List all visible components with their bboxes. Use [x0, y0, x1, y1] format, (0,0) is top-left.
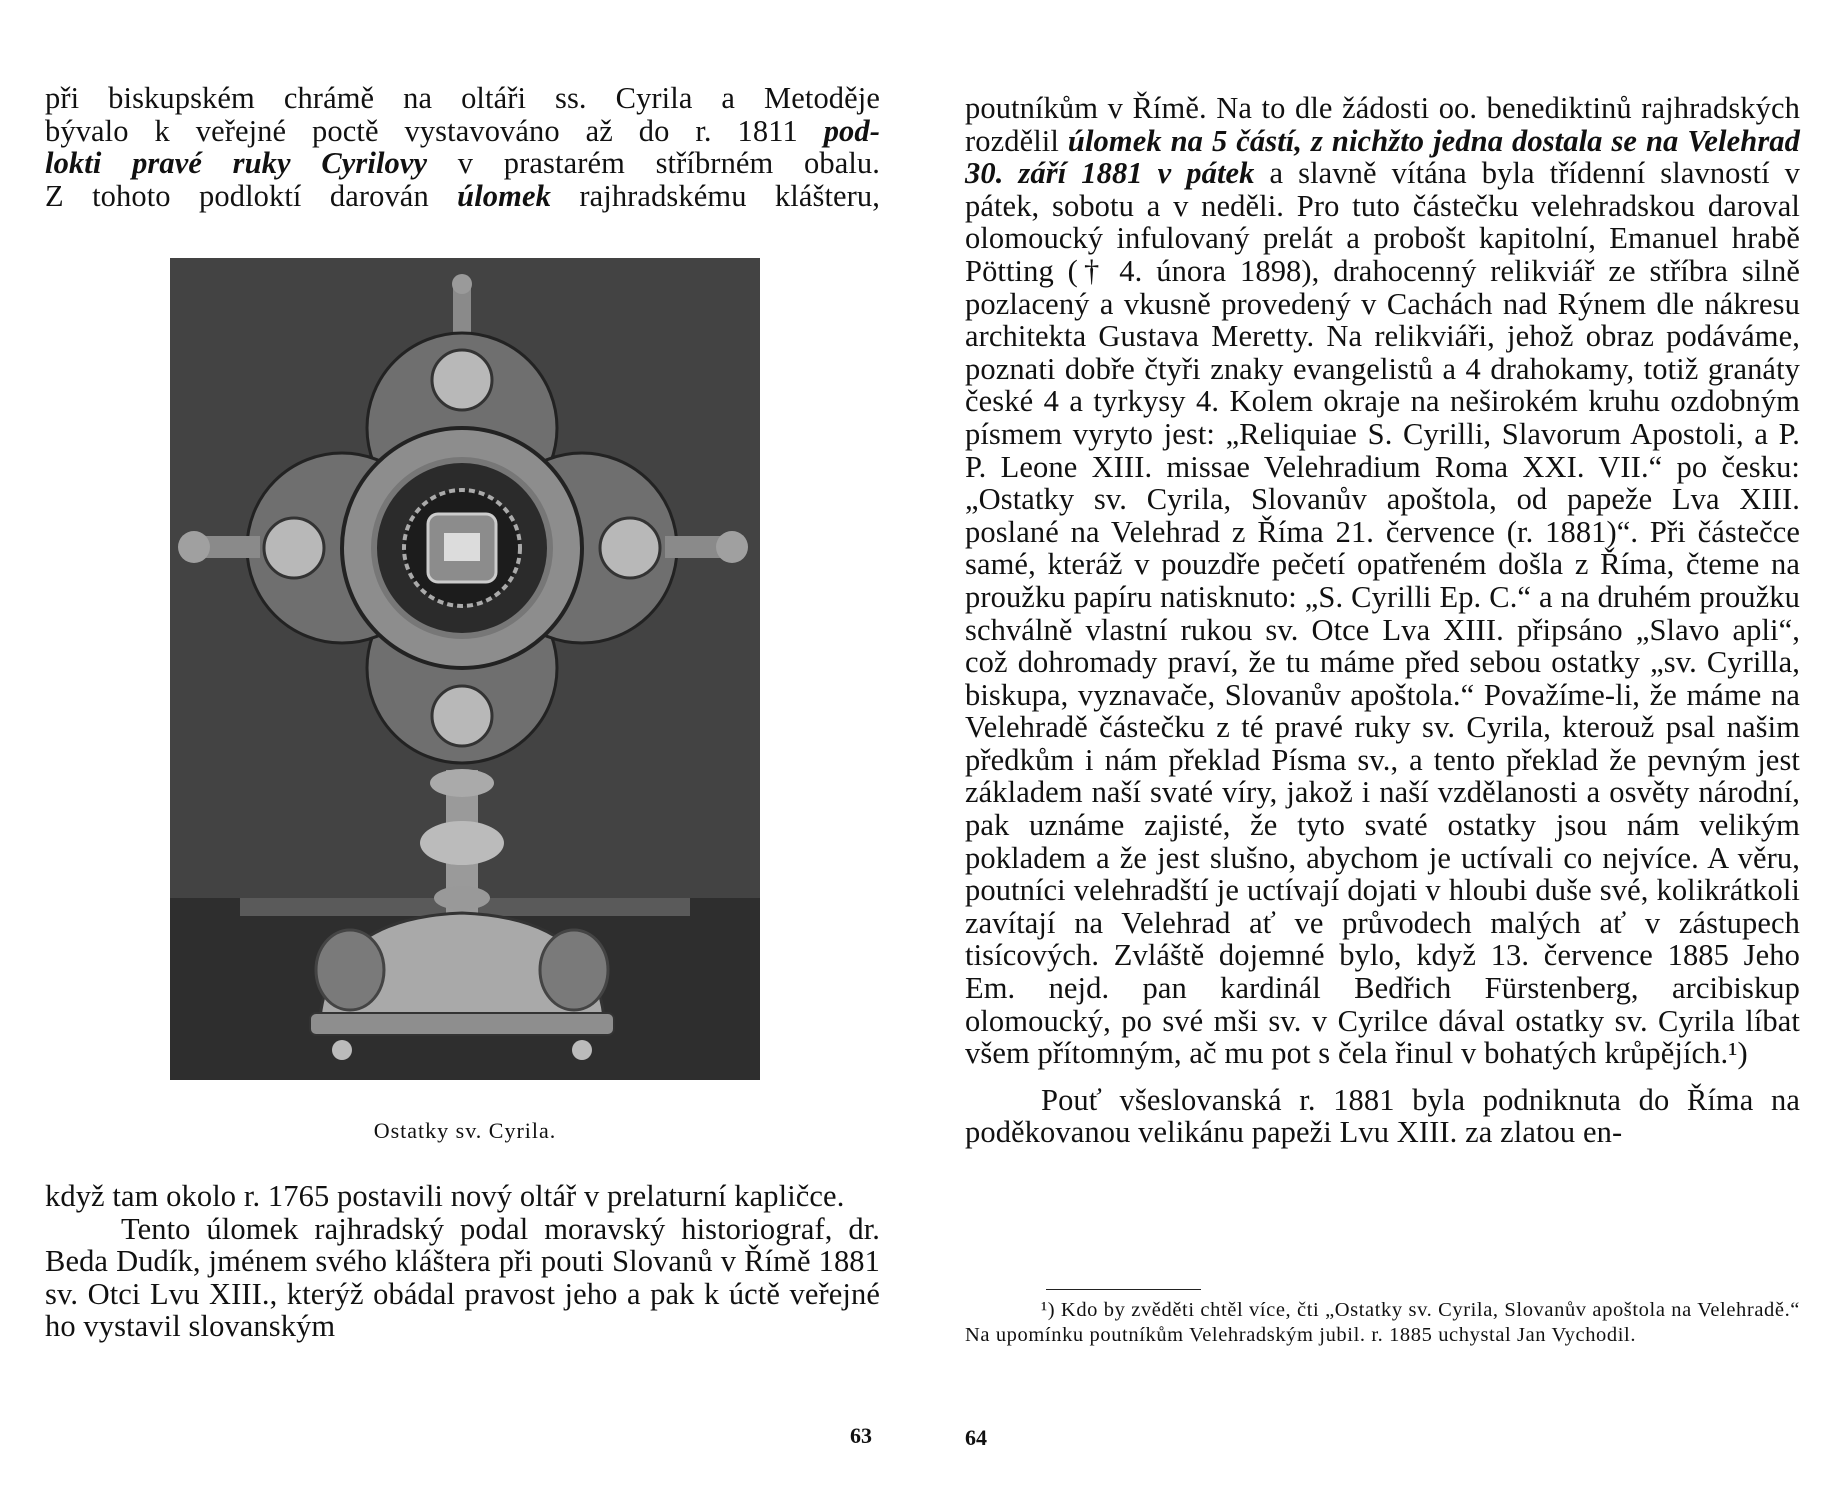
left-paragraph-2: Tento úlomek rajhradský podal moravský historiograf, dr. Beda Dudík, jménem svého kláštera při pouti Slovanů v Římě 1881 sv. Otci Lvu XIII., kterýž obádal pravost jeho a pak k úctě veřejné ho vystavil slovanským	[45, 1211, 880, 1344]
left-top-text: při biskupském chrámě na oltáři ss. Cyrila a Metoděje bývalo k veřejné poctě vystavováno až do r. 1811 pod- lokti pravé ruky Cyrilovy v prastarém stříbrném obalu. Z tohoto podloktí darován úlomek rajhradskému klášteru,	[45, 81, 881, 213]
right-main-text	[965, 92, 1800, 1149]
right-page	[919, 0, 1838, 1500]
footnote-divider	[1046, 1289, 1201, 1290]
left-bottom-text	[45, 1180, 880, 1343]
image-caption: Ostatky sv. Cyrila.	[373, 1118, 557, 1143]
right-paragraph-2: Pouť všeslovanská r. 1881 byla podniknuta do Říma na poděkovanou velikánu papeži Lvu XIII. za zlatou en-	[965, 1082, 1800, 1150]
page-number-right: 64	[965, 1425, 987, 1450]
footnote	[965, 1298, 1800, 1348]
footnote-text: ¹) Kdo by zvěděti chtěl více, čti „Ostatky sv. Cyrila, Slovanův apoštola na Velehradě.“ Na upomínku poutníkům Velehradským jubil. r. 1885 uchystal Jan Vychodil.	[965, 1299, 1800, 1346]
reliquary-photo	[170, 258, 760, 1080]
reliquary-illustration	[170, 258, 760, 1080]
page-number-left: 63	[850, 1423, 872, 1448]
left-paragraph-1: když tam okolo r. 1765 postavili nový oltář v prelaturní kapličce.	[45, 1179, 845, 1213]
right-paragraph-1: poutníkům v Římě. Na to dle žádosti oo. benediktinů rajhradských rozdělil úlomek na 5 částí, z nichžto jedna dostala se na Velehrad 30. září 1881 v pátek a slavně vítána byla třídenní slavností v pátek, sobotu a v neděli. Pro tuto částečku velehradskou daroval olomoucký infulovaný prelát a probošt kapitolní, Emanuel hrabě Pötting († 4. února 1898), drahocenný relikviář ze stříbra silně pozlacený a vkusně provedený v Cachách nad Rýnem dle nákresu architekta Gustava Meretty. Na relikviáři, jehož obraz podáváme, poznati dobře čtyři znaky evangelistů a 4 drahokamy, totiž granáty české 4 a tyrkysy 4. Kolem okraje na neširokém kruhu ozdobným písmem vyryto jest: „Reliquiae S. Cyrilli, Slavorum Apostoli, a P. P. Leone XIII. missae Velehradium Roma XXI. VII.“ po česku: „Ostatky sv. Cyrila, Slovanův apoštola, od papeže Lva XIII. poslané na Velehrad z Říma 21. července (r. 1881)“. Při částečce samé, kteráž v pouzdře pečetí opatřeném došla z Říma, čteme na proužku papíru natisknuto: „S. Cyrilli Ep. C.“ a na druhém proužku schválně vlastní rukou sv. Otce Lva XIII. připsáno „Slavo apli“, což dohromady praví, že tu máme před sebou ostatky „sv. Cyrilla, biskupa, vyznavače, Slovanův apoštola.“ Považíme-li, že máme na Velehradě částečku z té pravé ruky sv. Cyrila, kterouž psal našim předkům i nám překlad Písma sv., a tento překlad že pevným jest základem naší svaté víry, jakož i naší vzdělanosti a osvěty národní, pak uznáme zajisté, že tyto svaté ostatky jsou nám velikým pokladem a že jest slušno, abychom je uctívali co nejvíce. A věru, poutníci velehradští je uctívají dojati v hloubi duše své, kolikrátkoli zavítají na Velehrad ať ve průvodech malých ať v zástupech tisícových. Zvláště dojemné bylo, když 13. července 1885 Jeho Em. nejd. pan kardinál Bedřich Fürstenberg, arcibiskup olomoucký, po své mši sv. v Cyrilce dával ostatky sv. Cyrila líbat všem přítomným, ač mu pot s čela řinul v bohatých krůpějích.¹)	[965, 91, 1800, 1071]
left-top-line-1: při biskupském chrámě na oltáři ss. Cyrila a Metoděje	[45, 81, 880, 115]
